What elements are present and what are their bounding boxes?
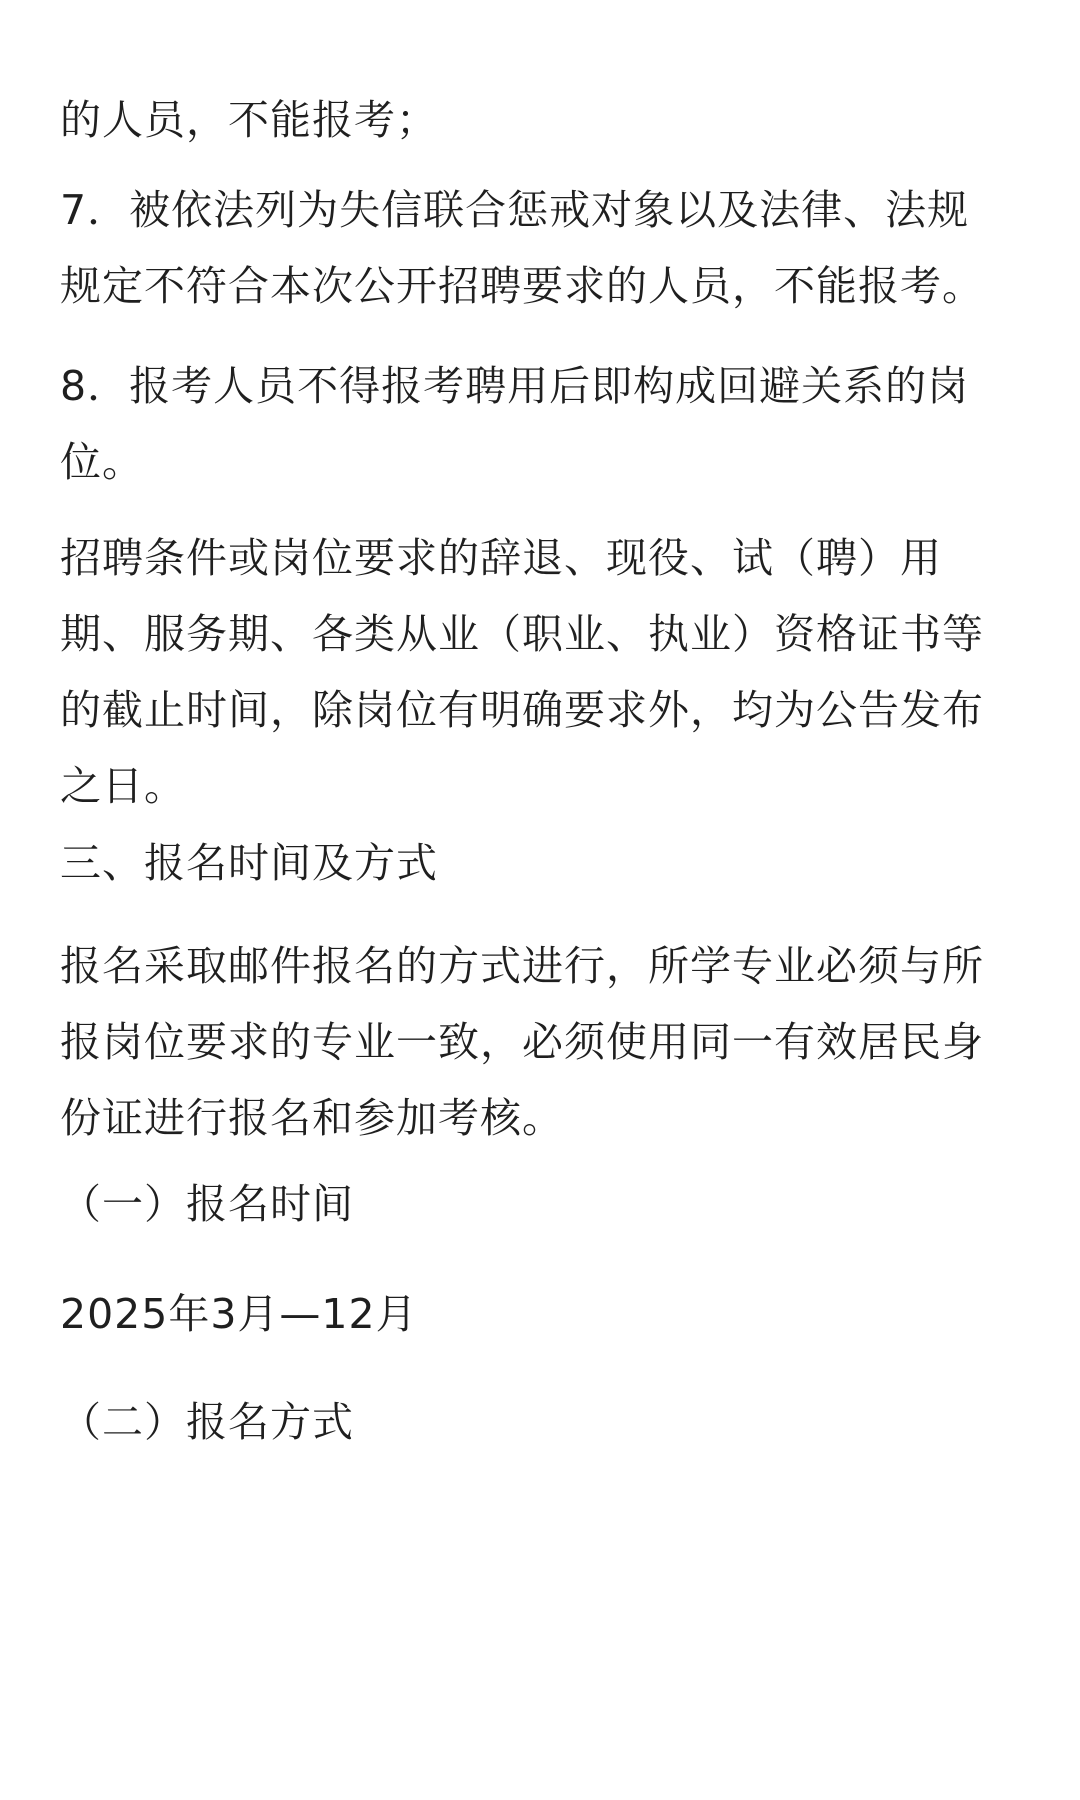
paragraph-previous-tail [60, 82, 1020, 158]
text-line: 7．被依法列为失信联合惩戒对象以及法律、法规 [60, 186, 970, 234]
paragraph-registration-time [60, 1276, 1020, 1352]
text-line: 报名采取邮件报名的方式进行，所学专业必须与所 [60, 942, 984, 990]
heading-text: 三、报名时间及方式 [60, 839, 438, 887]
paragraph-item-8 [60, 348, 1020, 500]
text-line: 位。 [60, 438, 144, 486]
subsection-1-heading [60, 1166, 1020, 1242]
text-line: 期、服务期、各类从业（职业、执业）资格证书等 [60, 610, 984, 658]
paragraph-deadline-note [60, 520, 1020, 824]
text-line: 报岗位要求的专业一致，必须使用同一有效居民身 [60, 1018, 984, 1066]
text-line: 8．报考人员不得报考聘用后即构成回避关系的岗 [60, 362, 970, 410]
text-line: 2025年3月—12月 [60, 1290, 418, 1338]
text-line: 招聘条件或岗位要求的辞退、现役、试（聘）用 [60, 534, 942, 582]
section-3-heading [60, 825, 1020, 901]
text-line: 的截止时间，除岗位有明确要求外，均为公告发布 [60, 686, 984, 734]
text-line: 规定不符合本次公开招聘要求的人员，不能报考。 [60, 262, 984, 310]
heading-text: （二）报名方式 [60, 1398, 354, 1446]
paragraph-item-7 [60, 172, 1020, 324]
text-line: 之日。 [60, 762, 186, 810]
text-line: 的人员，不能报考； [60, 96, 438, 144]
text-line: 份证进行报名和参加考核。 [60, 1094, 564, 1142]
subsection-2-heading [60, 1384, 1020, 1460]
heading-text: （一）报名时间 [60, 1180, 354, 1228]
paragraph-registration-method [60, 928, 1020, 1156]
